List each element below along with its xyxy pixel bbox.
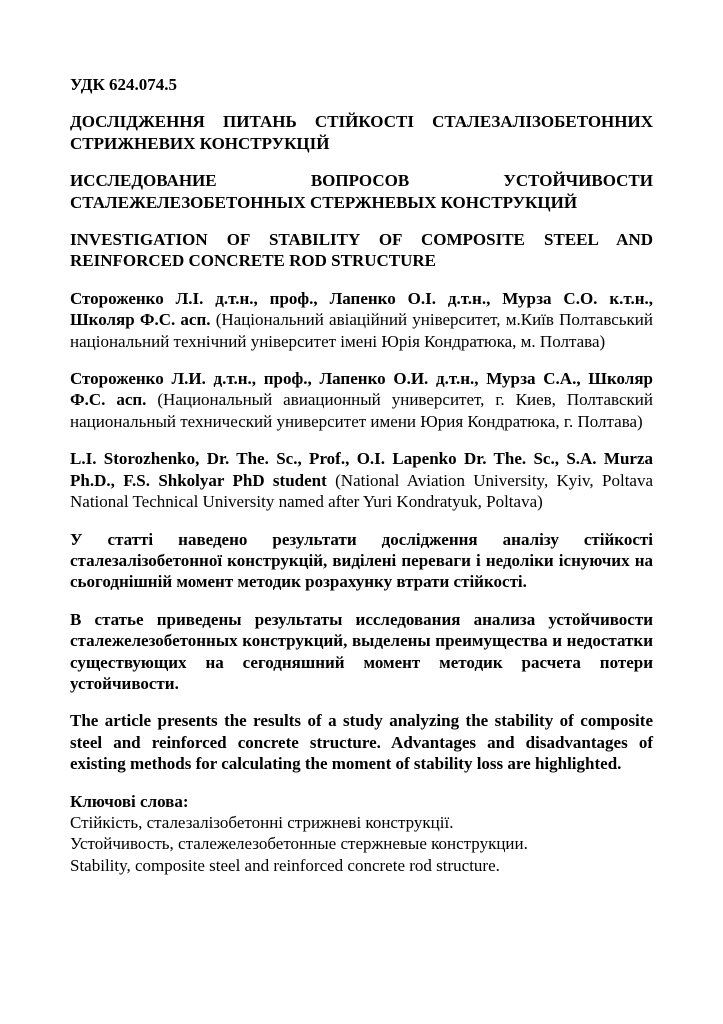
authors-ukrainian-affiliation: (Національний авіаційний університет, м.Київ Полтавський національний технічний університет імені Юрія Кондратюка, м. Полтава) [70,310,653,351]
keywords-english: Stability, composite steel and reinforced concrete rod structure. [70,855,500,875]
authors-english [70,448,653,512]
authors-english-names: L.I. Storozhenko, Dr. The. Sc., Prof., O.I. Lapenko Dr. The. Sc., S.A. Murza Ph.D., F.S. Shkolyar PhD student [70,449,653,490]
keywords-russian: Устойчивость, сталежелезобетонные стержневые конструкции. [70,834,528,854]
udc-number: УДК 624.074.5 [70,75,178,94]
authors-russian-names: Стороженко Л.И. д.т.н., проф., Лапенко О.И. д.т.н., Мурза С.А., Школяр Ф.С. асп. [70,369,653,410]
authors-russian-affiliation: (Национальный авиационный университет, г. Киев, Полтавский национальный технический университет имени Юрия Кондратюка, г. Полтава) [70,390,653,431]
authors-russian [70,368,653,432]
authors-ukrainian [70,288,653,352]
keywords-block [70,791,653,877]
abstract-russian: В статье приведены результаты исследования анализа устойчивости сталежелезобетонных конструкций, выделены преимущества и недостатки существующих на сегодняшний момент методик расчета потери устойчивости. [70,609,653,693]
authors-english-affiliation: (National Aviation University, Kyiv, Poltava National Technical University named after Yuri Kondratyuk, Poltava) [70,470,654,512]
keywords-label: Ключові слова: [70,791,189,811]
title-ukrainian: ДОСЛІДЖЕННЯ ПИТАНЬ СТІЙКОСТІ СТАЛЕЗАЛІЗОБЕТОННИХ СТРИЖНЕВИХ КОНСТРУКЦІЙ [70,112,653,153]
title-russian: ИССЛЕДОВАНИЕ ВОПРОСОВ УСТОЙЧИВОСТИ СТАЛЕЖЕЛЕЗОБЕТОННЫХ СТЕРЖНЕВЫХ КОНСТРУКЦИЙ [70,171,653,212]
abstract-english: The article presents the results of a study analyzing the stability of composite steel and reinforced concrete structure. Advantages and disadvantages of existing methods for calculating the moment of stability loss are highlighted. [70,711,653,774]
title-english: INVESTIGATION OF STABILITY OF COMPOSITE STEEL AND REINFORCED CONCRETE ROD STRUCTURE [70,230,653,271]
abstract-ukrainian: У статті наведено результати дослідження аналізу стійкості сталезалізобетонної конструкцій, виділені переваги і недоліки існуючих на сьогоднішній момент методик розрахунку втрати стійкості. [70,529,653,592]
keywords-ukrainian: Стійкість, сталезалізобетонні стрижневі конструкції. [70,812,454,832]
authors-ukrainian-names: Стороженко Л.І. д.т.н., проф., Лапенко О.І. д.т.н., Мурза С.О. к.т.н., Школяр Ф.С. асп. [70,288,653,330]
